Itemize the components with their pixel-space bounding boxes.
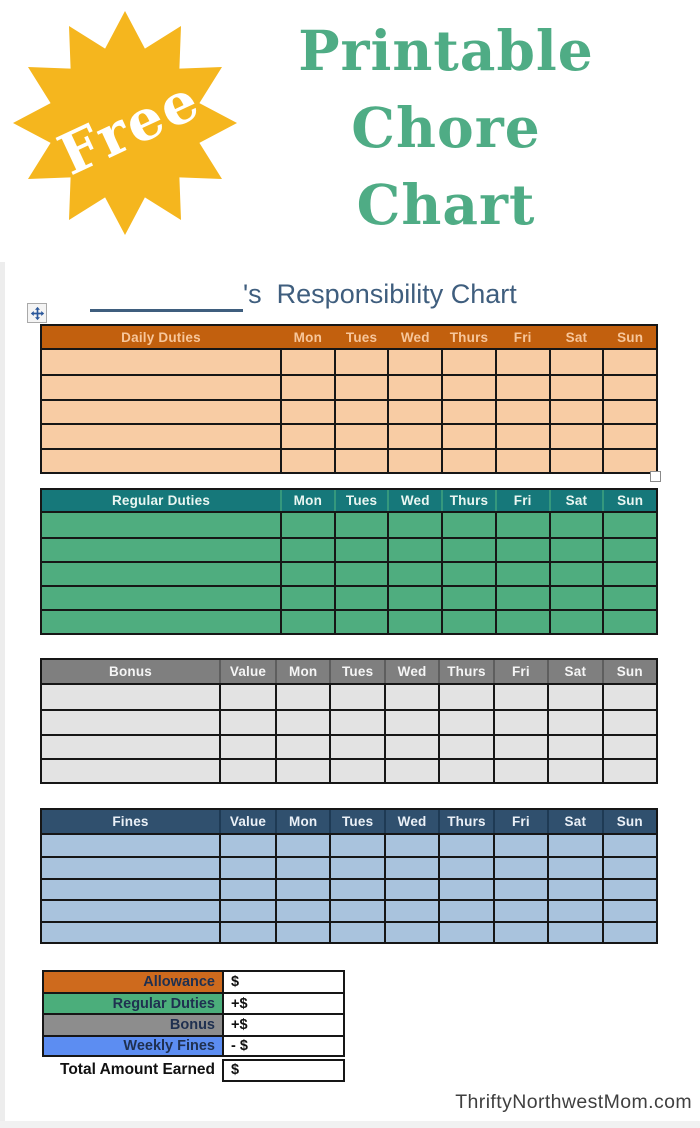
fines-day-header-wed: Wed bbox=[384, 810, 438, 833]
daily-cell[interactable] bbox=[334, 401, 388, 423]
table-resize-handle[interactable] bbox=[650, 471, 661, 482]
bonus-day-header-sat: Sat bbox=[547, 660, 601, 683]
regular-cell[interactable] bbox=[441, 563, 495, 585]
fines-cell[interactable] bbox=[547, 880, 601, 899]
title-line-1: Printable bbox=[298, 18, 594, 83]
daily-cell[interactable] bbox=[42, 425, 280, 447]
bonus-cell[interactable] bbox=[42, 685, 219, 709]
bonus-cell[interactable] bbox=[275, 760, 329, 782]
fines-day-header-sat: Sat bbox=[547, 810, 601, 833]
fines-cell[interactable] bbox=[219, 835, 275, 856]
daily-day-header-tues: Tues bbox=[334, 326, 388, 348]
bonus-cell[interactable] bbox=[602, 736, 656, 758]
bonus-cell[interactable] bbox=[547, 685, 601, 709]
bonus-cell[interactable] bbox=[602, 711, 656, 733]
bonus-cell[interactable] bbox=[438, 711, 492, 733]
bonus-cell[interactable] bbox=[329, 760, 383, 782]
summary-row bbox=[42, 1059, 345, 1082]
regular-cell[interactable] bbox=[602, 611, 656, 633]
bonus-cell[interactable] bbox=[42, 736, 219, 758]
bonus-header-row bbox=[42, 660, 656, 685]
regular-day-header-thurs: Thurs bbox=[441, 490, 495, 511]
fines-cell[interactable] bbox=[384, 880, 438, 899]
daily-day-header-mon: Mon bbox=[280, 326, 334, 348]
summary-value-cell[interactable]: - $ bbox=[222, 1035, 345, 1057]
regular-cell[interactable] bbox=[495, 539, 549, 561]
fines-cell[interactable] bbox=[275, 880, 329, 899]
regular-cell[interactable] bbox=[495, 587, 549, 609]
heading-text: 's Responsibility Chart bbox=[243, 279, 517, 309]
regular-cell[interactable] bbox=[441, 513, 495, 537]
fines-cell[interactable] bbox=[329, 923, 383, 942]
summary-row bbox=[42, 1013, 345, 1035]
fines-cell[interactable] bbox=[493, 880, 547, 899]
page-edge-artifact-bottom bbox=[0, 1121, 700, 1128]
regular-cell[interactable] bbox=[602, 587, 656, 609]
daily-cell[interactable] bbox=[334, 376, 388, 398]
daily-cell[interactable] bbox=[495, 376, 549, 398]
fines-cell[interactable] bbox=[42, 901, 219, 920]
regular-day-header-fri: Fri bbox=[495, 490, 549, 511]
bonus-day-header-thurs: Thurs bbox=[438, 660, 492, 683]
bonus-cell[interactable] bbox=[42, 760, 219, 782]
fines-cell[interactable] bbox=[384, 835, 438, 856]
regular-row bbox=[42, 609, 656, 633]
regular-cell[interactable] bbox=[42, 563, 280, 585]
summary-label: Bonus bbox=[42, 1013, 222, 1035]
bonus-cell[interactable] bbox=[219, 736, 275, 758]
regular-cell[interactable] bbox=[387, 587, 441, 609]
daily-cell[interactable] bbox=[495, 425, 549, 447]
daily-cell[interactable] bbox=[549, 425, 603, 447]
bonus-cell[interactable] bbox=[219, 711, 275, 733]
regular-cell[interactable] bbox=[602, 563, 656, 585]
daily-title-header: Daily Duties bbox=[121, 329, 201, 345]
bonus-day-header-wed: Wed bbox=[384, 660, 438, 683]
bonus-row bbox=[42, 685, 656, 709]
move-icon bbox=[30, 306, 45, 321]
fines-value-header: Value bbox=[219, 810, 275, 833]
regular-cell[interactable] bbox=[334, 611, 388, 633]
fines-row bbox=[42, 856, 656, 877]
fines-cell[interactable] bbox=[438, 835, 492, 856]
fines-cell[interactable] bbox=[384, 858, 438, 877]
regular-cell[interactable] bbox=[495, 563, 549, 585]
daily-cell[interactable] bbox=[387, 450, 441, 472]
free-badge bbox=[8, 6, 242, 240]
fines-cell[interactable] bbox=[602, 901, 656, 920]
fines-cell[interactable] bbox=[602, 835, 656, 856]
daily-day-header-thurs: Thurs bbox=[441, 326, 495, 348]
daily-table bbox=[40, 324, 658, 474]
fines-day-header-sun: Sun bbox=[602, 810, 656, 833]
bonus-cell[interactable] bbox=[384, 736, 438, 758]
regular-cell[interactable] bbox=[334, 563, 388, 585]
fines-cell[interactable] bbox=[219, 858, 275, 877]
bonus-day-header-tues: Tues bbox=[329, 660, 383, 683]
bonus-cell[interactable] bbox=[438, 736, 492, 758]
fines-cell[interactable] bbox=[602, 858, 656, 877]
fines-cell[interactable] bbox=[329, 901, 383, 920]
page-edge-artifact-left bbox=[0, 262, 5, 1122]
fines-row bbox=[42, 921, 656, 942]
daily-cell[interactable] bbox=[42, 450, 280, 472]
daily-cell[interactable] bbox=[441, 401, 495, 423]
fines-cell[interactable] bbox=[547, 901, 601, 920]
bonus-cell[interactable] bbox=[493, 736, 547, 758]
fines-cell[interactable] bbox=[42, 880, 219, 899]
regular-row bbox=[42, 513, 656, 537]
fines-cell[interactable] bbox=[547, 923, 601, 942]
regular-cell[interactable] bbox=[280, 539, 334, 561]
daily-cell[interactable] bbox=[280, 350, 334, 374]
regular-cell[interactable] bbox=[495, 513, 549, 537]
regular-cell[interactable] bbox=[441, 587, 495, 609]
fines-cell[interactable] bbox=[42, 923, 219, 942]
regular-cell[interactable] bbox=[42, 587, 280, 609]
regular-cell[interactable] bbox=[602, 513, 656, 537]
regular-cell[interactable] bbox=[334, 513, 388, 537]
daily-cell[interactable] bbox=[387, 376, 441, 398]
fines-cell[interactable] bbox=[493, 901, 547, 920]
bonus-table bbox=[40, 658, 658, 784]
daily-cell[interactable] bbox=[549, 450, 603, 472]
regular-cell[interactable] bbox=[387, 539, 441, 561]
daily-day-header-wed: Wed bbox=[387, 326, 441, 348]
daily-cell[interactable] bbox=[280, 450, 334, 472]
daily-row bbox=[42, 399, 656, 423]
daily-cell[interactable] bbox=[549, 401, 603, 423]
daily-cell[interactable] bbox=[387, 401, 441, 423]
daily-row bbox=[42, 423, 656, 447]
summary-label: Weekly Fines bbox=[42, 1035, 222, 1057]
bonus-cell[interactable] bbox=[275, 685, 329, 709]
bonus-cell[interactable] bbox=[275, 711, 329, 733]
fines-cell[interactable] bbox=[219, 901, 275, 920]
page-title bbox=[268, 12, 624, 243]
fines-title-header: Fines bbox=[112, 814, 149, 829]
regular-cell[interactable] bbox=[42, 539, 280, 561]
fines-cell[interactable] bbox=[329, 880, 383, 899]
fines-cell[interactable] bbox=[219, 880, 275, 899]
regular-header-row bbox=[42, 490, 656, 513]
fines-cell[interactable] bbox=[493, 835, 547, 856]
regular-day-header-sun: Sun bbox=[602, 490, 656, 511]
table-move-handle[interactable] bbox=[27, 303, 47, 323]
daily-day-header-sat: Sat bbox=[549, 326, 603, 348]
fines-cell[interactable] bbox=[438, 923, 492, 942]
regular-title-header: Regular Duties bbox=[111, 493, 211, 508]
bonus-cell[interactable] bbox=[547, 760, 601, 782]
daily-cell[interactable] bbox=[441, 450, 495, 472]
daily-cell[interactable] bbox=[334, 425, 388, 447]
summary-table bbox=[42, 970, 345, 1082]
daily-cell[interactable] bbox=[280, 401, 334, 423]
bonus-row bbox=[42, 734, 656, 758]
bonus-cell[interactable] bbox=[602, 760, 656, 782]
regular-cell[interactable] bbox=[334, 587, 388, 609]
daily-cell[interactable] bbox=[495, 450, 549, 472]
bonus-cell[interactable] bbox=[602, 685, 656, 709]
summary-row bbox=[42, 970, 345, 992]
fines-cell[interactable] bbox=[602, 923, 656, 942]
daily-cell[interactable] bbox=[280, 376, 334, 398]
fines-cell[interactable] bbox=[42, 835, 219, 856]
summary-value-cell[interactable]: $ bbox=[222, 970, 345, 992]
fines-cell[interactable] bbox=[384, 923, 438, 942]
fines-cell[interactable] bbox=[384, 901, 438, 920]
regular-cell[interactable] bbox=[549, 539, 603, 561]
regular-cell[interactable] bbox=[280, 513, 334, 537]
daily-header-row bbox=[42, 326, 656, 350]
fines-cell[interactable] bbox=[602, 880, 656, 899]
bonus-cell[interactable] bbox=[384, 685, 438, 709]
bonus-cell[interactable] bbox=[384, 760, 438, 782]
bonus-cell[interactable] bbox=[219, 685, 275, 709]
title-line-3: Chart bbox=[356, 172, 536, 237]
regular-cell[interactable] bbox=[42, 513, 280, 537]
regular-day-header-sat: Sat bbox=[549, 490, 603, 511]
fines-cell[interactable] bbox=[275, 901, 329, 920]
regular-cell[interactable] bbox=[602, 539, 656, 561]
regular-cell[interactable] bbox=[387, 563, 441, 585]
fines-row bbox=[42, 835, 656, 856]
regular-cell[interactable] bbox=[549, 513, 603, 537]
bonus-day-header-mon: Mon bbox=[275, 660, 329, 683]
regular-cell[interactable] bbox=[495, 611, 549, 633]
regular-cell[interactable] bbox=[280, 611, 334, 633]
daily-cell[interactable] bbox=[602, 376, 656, 398]
daily-cell[interactable] bbox=[280, 425, 334, 447]
summary-value-cell[interactable]: $ bbox=[222, 1059, 345, 1082]
bonus-cell[interactable] bbox=[42, 711, 219, 733]
free-badge-label: Free bbox=[48, 66, 211, 189]
daily-row bbox=[42, 448, 656, 472]
summary-label: Total Amount Earned bbox=[42, 1059, 222, 1082]
regular-cell[interactable] bbox=[549, 611, 603, 633]
fines-cell[interactable] bbox=[275, 858, 329, 877]
fines-cell[interactable] bbox=[275, 923, 329, 942]
summary-row bbox=[42, 1035, 345, 1057]
regular-cell[interactable] bbox=[549, 587, 603, 609]
bonus-cell[interactable] bbox=[547, 711, 601, 733]
bonus-cell[interactable] bbox=[493, 711, 547, 733]
name-blank-line bbox=[90, 279, 243, 312]
daily-cell[interactable] bbox=[441, 350, 495, 374]
bonus-cell[interactable] bbox=[493, 685, 547, 709]
regular-cell[interactable] bbox=[441, 611, 495, 633]
fines-cell[interactable] bbox=[547, 858, 601, 877]
bonus-cell[interactable] bbox=[329, 685, 383, 709]
regular-cell[interactable] bbox=[441, 539, 495, 561]
daily-row bbox=[42, 350, 656, 374]
daily-cell[interactable] bbox=[441, 425, 495, 447]
daily-cell[interactable] bbox=[42, 376, 280, 398]
bonus-cell[interactable] bbox=[547, 736, 601, 758]
daily-cell[interactable] bbox=[549, 376, 603, 398]
regular-row bbox=[42, 537, 656, 561]
responsibility-chart-heading bbox=[90, 268, 517, 312]
regular-day-header-mon: Mon bbox=[280, 490, 334, 511]
regular-day-header-wed: Wed bbox=[387, 490, 441, 511]
regular-cell[interactable] bbox=[280, 587, 334, 609]
summary-value-cell[interactable]: +$ bbox=[222, 1013, 345, 1035]
daily-cell[interactable] bbox=[602, 401, 656, 423]
bonus-cell[interactable] bbox=[438, 685, 492, 709]
regular-cell[interactable] bbox=[334, 539, 388, 561]
regular-cell[interactable] bbox=[387, 513, 441, 537]
summary-label: Allowance bbox=[42, 970, 222, 992]
fines-day-header-fri: Fri bbox=[493, 810, 547, 833]
daily-cell[interactable] bbox=[387, 425, 441, 447]
daily-cell[interactable] bbox=[495, 350, 549, 374]
bonus-cell[interactable] bbox=[329, 711, 383, 733]
fines-day-header-thurs: Thurs bbox=[438, 810, 492, 833]
regular-table bbox=[40, 488, 658, 635]
summary-row bbox=[42, 992, 345, 1014]
daily-cell[interactable] bbox=[549, 350, 603, 374]
daily-cell[interactable] bbox=[387, 350, 441, 374]
daily-cell[interactable] bbox=[602, 450, 656, 472]
fines-day-header-mon: Mon bbox=[275, 810, 329, 833]
fines-cell[interactable] bbox=[547, 835, 601, 856]
regular-day-header-tues: Tues bbox=[334, 490, 388, 511]
bonus-cell[interactable] bbox=[329, 736, 383, 758]
fines-cell[interactable] bbox=[493, 923, 547, 942]
summary-value-cell[interactable]: +$ bbox=[222, 992, 345, 1014]
fines-day-header-tues: Tues bbox=[329, 810, 383, 833]
fines-cell[interactable] bbox=[438, 880, 492, 899]
regular-cell[interactable] bbox=[280, 563, 334, 585]
bonus-day-header-sun: Sun bbox=[602, 660, 656, 683]
daily-cell[interactable] bbox=[334, 350, 388, 374]
daily-cell[interactable] bbox=[42, 350, 280, 374]
watermark: ThriftyNorthwestMom.com bbox=[455, 1091, 692, 1113]
daily-cell[interactable] bbox=[334, 450, 388, 472]
fines-row bbox=[42, 878, 656, 899]
bonus-cell[interactable] bbox=[219, 760, 275, 782]
fines-cell[interactable] bbox=[438, 901, 492, 920]
fines-cell[interactable] bbox=[329, 858, 383, 877]
fines-cell[interactable] bbox=[219, 923, 275, 942]
bonus-title-header: Bonus bbox=[109, 664, 152, 679]
daily-cell[interactable] bbox=[602, 425, 656, 447]
daily-day-header-fri: Fri bbox=[495, 326, 549, 348]
bonus-day-header-fri: Fri bbox=[493, 660, 547, 683]
fines-row bbox=[42, 899, 656, 920]
daily-day-header-sun: Sun bbox=[602, 326, 656, 348]
fines-header-row bbox=[42, 810, 656, 835]
daily-cell[interactable] bbox=[495, 401, 549, 423]
regular-cell[interactable] bbox=[42, 611, 280, 633]
title-line-2: Chore bbox=[351, 95, 541, 160]
bonus-cell[interactable] bbox=[384, 711, 438, 733]
bonus-cell[interactable] bbox=[438, 760, 492, 782]
regular-row bbox=[42, 561, 656, 585]
fines-cell[interactable] bbox=[329, 835, 383, 856]
fines-cell[interactable] bbox=[42, 858, 219, 877]
bonus-value-header: Value bbox=[219, 660, 275, 683]
bonus-row bbox=[42, 758, 656, 782]
regular-row bbox=[42, 585, 656, 609]
fines-table bbox=[40, 808, 658, 944]
bonus-cell[interactable] bbox=[493, 760, 547, 782]
regular-cell[interactable] bbox=[387, 611, 441, 633]
daily-row bbox=[42, 374, 656, 398]
fines-cell[interactable] bbox=[493, 858, 547, 877]
summary-label: Regular Duties bbox=[42, 992, 222, 1014]
fines-cell[interactable] bbox=[275, 835, 329, 856]
daily-cell[interactable] bbox=[602, 350, 656, 374]
daily-cell[interactable] bbox=[441, 376, 495, 398]
bonus-row bbox=[42, 709, 656, 733]
fines-cell[interactable] bbox=[438, 858, 492, 877]
bonus-cell[interactable] bbox=[275, 736, 329, 758]
regular-cell[interactable] bbox=[549, 563, 603, 585]
daily-cell[interactable] bbox=[42, 401, 280, 423]
